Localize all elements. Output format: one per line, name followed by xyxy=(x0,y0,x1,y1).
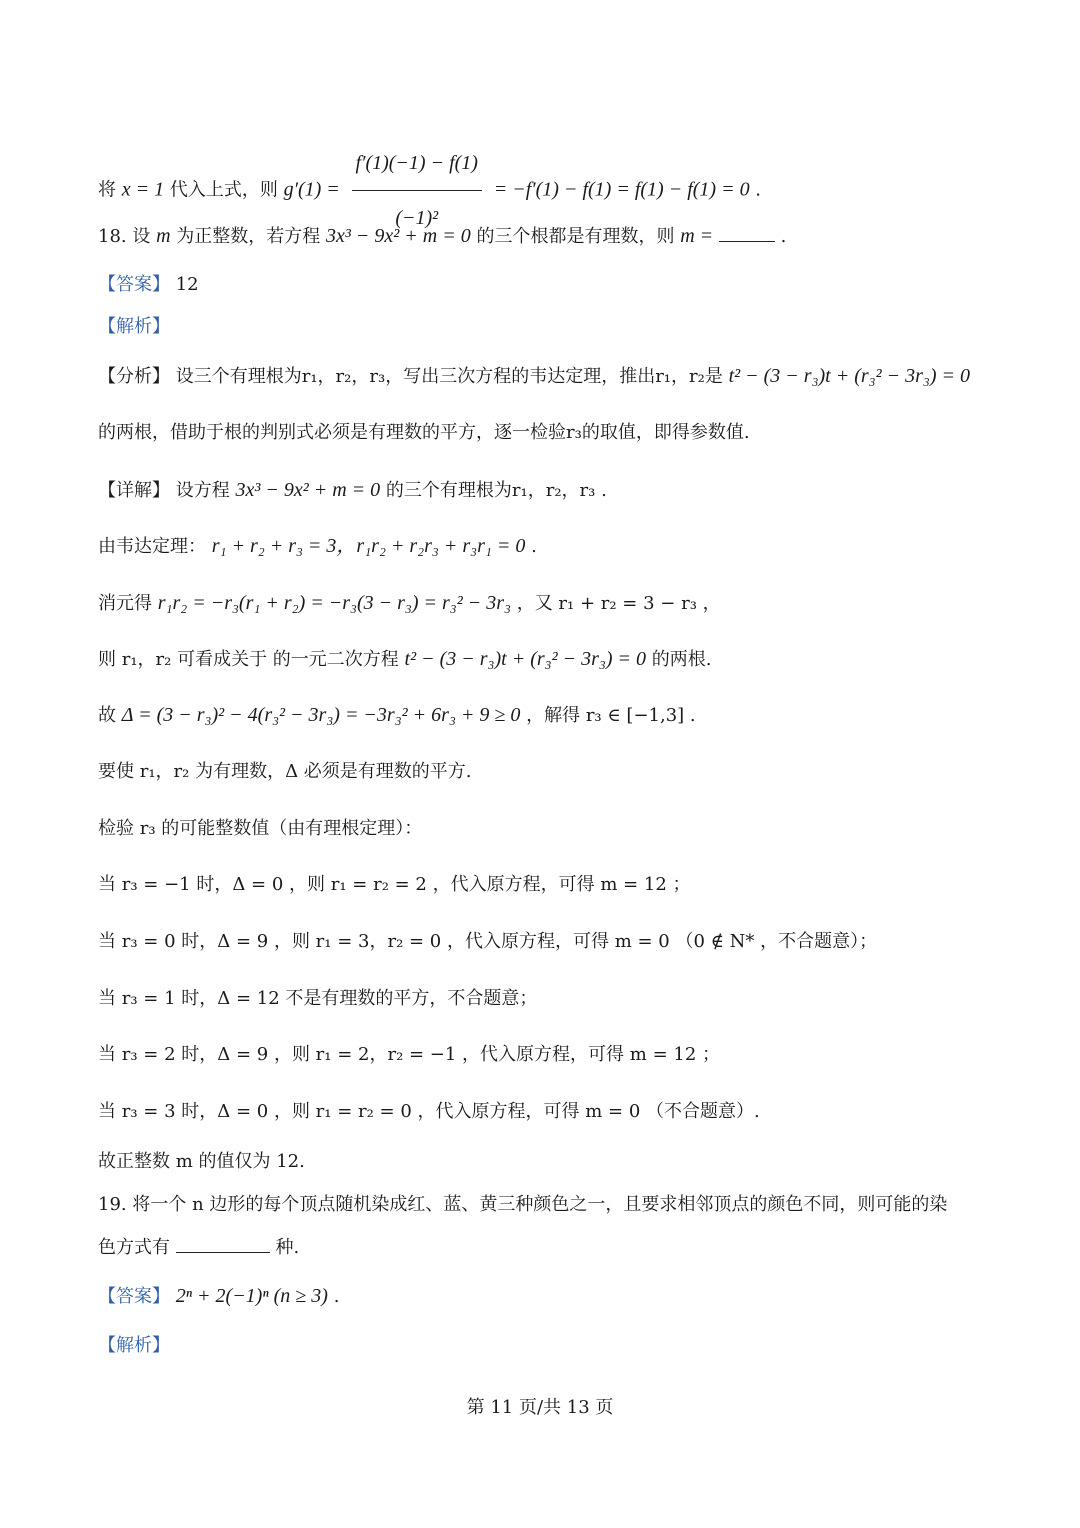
detail-line xyxy=(98,815,1010,843)
detail-tag: 【详解】 xyxy=(98,480,170,501)
text: . xyxy=(780,226,787,247)
analysis-heading xyxy=(98,313,1010,341)
math: x = 1 xyxy=(121,178,165,201)
text: . xyxy=(531,536,537,557)
question-18 xyxy=(98,222,1010,251)
case-line xyxy=(98,985,1010,1013)
text: . xyxy=(755,179,762,201)
text: 的三个根都是有理数，则 xyxy=(476,226,675,247)
text: 消元得 xyxy=(98,593,152,614)
text: 故正整数 m 的值仅为 12. xyxy=(98,1151,305,1172)
text: 为正整数，若方程 xyxy=(176,226,321,247)
conclusion-line xyxy=(98,1148,1010,1176)
answer-value: 12 xyxy=(175,274,199,295)
text: 检验 r₃ 的可能整数值（由有理根定理）： xyxy=(98,818,423,839)
analysis-line xyxy=(98,362,1010,391)
text: 将 xyxy=(98,179,116,201)
case-line xyxy=(98,928,1010,956)
answer-blank xyxy=(176,1234,270,1253)
math: m xyxy=(156,225,171,247)
text: 将一个 n 边形的每个顶点随机染成红、蓝、黄三种颜色之一，且要求相邻顶点的颜色不同，则可能的染 xyxy=(132,1194,948,1215)
math: t² − (3 − r₃)t + (r₃² − 3r₃) = 0 xyxy=(404,648,646,670)
text: . xyxy=(333,1286,340,1307)
analysis-tag: 【解析】 xyxy=(98,1335,170,1356)
text: 当 r₃ = −1 时，Δ = 0 ，则 r₁ = r₂ = 2 ，代入原方程，可得 m = 12 ； xyxy=(98,874,691,895)
detail-line xyxy=(98,476,1010,505)
text: 种. xyxy=(275,1237,300,1258)
text: 当 r₃ = 0 时，Δ = 9 ，则 r₁ = 3，r₂ = 0 ，代入原方程，可得 m = 0 （0 ∉ N* ，不合题意）； xyxy=(98,931,878,952)
detail-line xyxy=(98,701,1010,730)
text: 当 r₃ = 2 时，Δ = 9 ，则 r₁ = 2，r₂ = −1 ，代入原方程，可得 m = 12 ； xyxy=(98,1044,721,1065)
answer-line xyxy=(98,1282,1010,1311)
text: 代入上式，则 xyxy=(169,179,278,201)
analysis-subtag: 【分析】 xyxy=(98,366,170,387)
text: ，解得 r₃ ∈ [−1,3] . xyxy=(526,705,696,726)
detail-line xyxy=(98,645,1010,674)
case-line xyxy=(98,871,1010,899)
analysis-heading xyxy=(98,1332,1010,1360)
text: 设三个有理根为r₁，r₂，r₃，写出三次方程的韦达定理，推出r₁，r₂是 xyxy=(175,366,723,387)
fraction-numerator: f′(1)(−1) − f(1) xyxy=(352,138,482,191)
text: 的两根，借助于根的判别式必须是有理数的平方，逐一检验r₃的取值，即得参数值. xyxy=(98,422,750,443)
math: g′(1) = xyxy=(283,178,340,201)
question-number: 19. xyxy=(98,1194,127,1215)
detail-line xyxy=(98,758,1010,786)
math: 2ⁿ + 2(−1)ⁿ (n ≥ 3) xyxy=(175,1285,328,1307)
question-19-cont xyxy=(98,1234,1010,1262)
page-footer: 第 11 页/共 13 页 xyxy=(466,1397,614,1418)
answer-tag: 【答案】 xyxy=(98,1286,170,1307)
analysis-tag: 【解析】 xyxy=(98,316,170,337)
math: r₁r₂ = −r₃(r₁ + r₂) = −r₃(3 − r₃) = r₃² − 3r₃ xyxy=(157,592,511,614)
case-line xyxy=(98,1041,1010,1069)
text: ，又 r₁ + r₂ = 3 − r₃ ， xyxy=(516,593,721,614)
text: 故 xyxy=(98,705,116,726)
answer-line xyxy=(98,271,1010,299)
text: 色方式有 xyxy=(98,1237,170,1258)
text: 则 r₁，r₂ 可看成关于 的一元二次方程 xyxy=(98,649,399,670)
detail-line xyxy=(98,532,1010,561)
analysis-line xyxy=(98,419,1010,447)
text: 设方程 xyxy=(175,480,230,501)
answer-tag: 【答案】 xyxy=(98,274,170,295)
math: m = xyxy=(680,225,714,247)
text: 要使 r₁，r₂ 为有理数，Δ 必须是有理数的平方. xyxy=(98,761,472,782)
math: 3x³ − 9x² + m = 0 xyxy=(326,225,471,247)
text: 当 r₃ = 3 时，Δ = 0 ，则 r₁ = r₂ = 0 ，代入原方程，可得 m = 0 （不合题意）. xyxy=(98,1101,760,1122)
detail-line xyxy=(98,589,1010,618)
text: 的两根. xyxy=(651,649,712,670)
math: t² − (3 − r₃)t + (r₃² − 3r₃) = 0 xyxy=(728,365,971,387)
answer-blank xyxy=(719,223,775,242)
text: 的三个有理根为r₁，r₂，r₃ . xyxy=(385,480,607,501)
math: 3x³ − 9x² + m = 0 xyxy=(235,479,381,501)
question-number: 18. xyxy=(98,226,127,247)
math: Δ = (3 − r₃)² − 4(r₃² − 3r₃) = −3r₃² + 6r₃ + 9 ≥ 0 xyxy=(121,704,521,726)
math: r₁ + r₂ + r₃ = 3，r₁r₂ + r₂r₃ + r₃r₁ = 0 xyxy=(211,535,526,557)
case-line xyxy=(98,1098,1010,1126)
text: 由韦达定理： xyxy=(98,536,206,557)
text: 设 xyxy=(132,226,151,247)
text: 当 r₃ = 1 时，Δ = 12 不是有理数的平方，不合题意； xyxy=(98,988,538,1009)
fraction-denominator: (−1)² xyxy=(395,207,439,229)
question-19 xyxy=(98,1191,1010,1219)
math: = −f′(1) − f(1) = f(1) − f(1) = 0 xyxy=(493,178,750,201)
